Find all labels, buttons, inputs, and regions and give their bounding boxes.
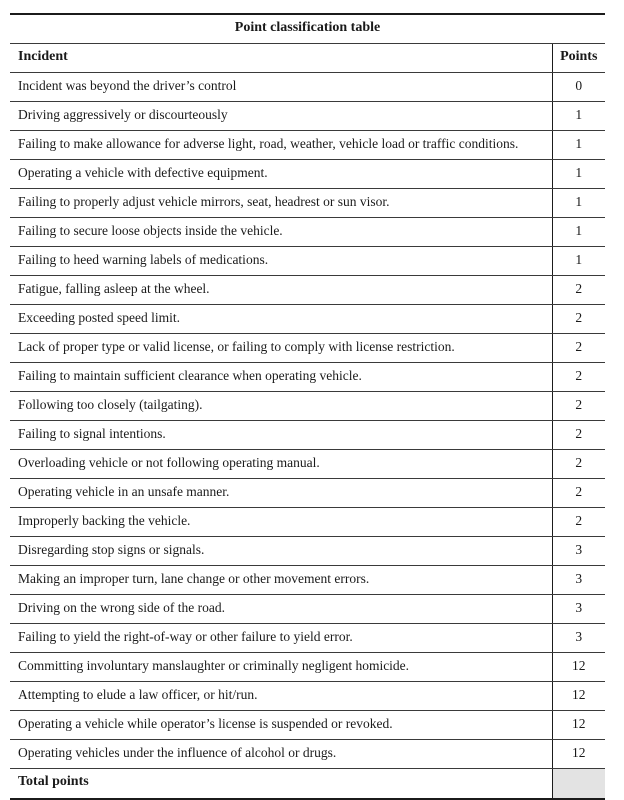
cell-incident: Lack of proper type or valid license, or failing to comply with license restriction. bbox=[10, 334, 552, 363]
cell-points: 2 bbox=[552, 276, 605, 305]
cell-incident: Attempting to elude a law officer, or hit/run. bbox=[10, 682, 552, 711]
table-row bbox=[10, 218, 605, 247]
table-row bbox=[10, 247, 605, 276]
table-row bbox=[10, 421, 605, 450]
cell-points: 2 bbox=[552, 450, 605, 479]
cell-points: 3 bbox=[552, 595, 605, 624]
column-header-incident: Incident bbox=[10, 44, 552, 73]
cell-incident: Incident was beyond the driver’s control bbox=[10, 73, 552, 102]
cell-incident: Operating vehicles under the influence of alcohol or drugs. bbox=[10, 740, 552, 769]
cell-points: 1 bbox=[552, 131, 605, 160]
cell-points: 1 bbox=[552, 102, 605, 131]
cell-points: 2 bbox=[552, 305, 605, 334]
cell-incident: Failing to maintain sufficient clearance when operating vehicle. bbox=[10, 363, 552, 392]
table-total-row bbox=[10, 769, 605, 800]
cell-points: 2 bbox=[552, 479, 605, 508]
cell-incident: Failing to heed warning labels of medications. bbox=[10, 247, 552, 276]
table-row bbox=[10, 73, 605, 102]
cell-incident: Committing involuntary manslaughter or criminally negligent homicide. bbox=[10, 653, 552, 682]
cell-points: 3 bbox=[552, 624, 605, 653]
table-row bbox=[10, 160, 605, 189]
cell-incident: Disregarding stop signs or signals. bbox=[10, 537, 552, 566]
point-classification-table bbox=[10, 13, 605, 800]
table-row bbox=[10, 711, 605, 740]
cell-incident: Failing to signal intentions. bbox=[10, 421, 552, 450]
cell-incident: Improperly backing the vehicle. bbox=[10, 508, 552, 537]
table-row bbox=[10, 508, 605, 537]
table-row bbox=[10, 682, 605, 711]
table-header-row bbox=[10, 44, 605, 73]
cell-incident: Exceeding posted speed limit. bbox=[10, 305, 552, 334]
cell-points: 2 bbox=[552, 508, 605, 537]
total-points-label: Total points bbox=[10, 769, 552, 800]
cell-points: 1 bbox=[552, 218, 605, 247]
table-row bbox=[10, 305, 605, 334]
cell-points: 12 bbox=[552, 711, 605, 740]
column-header-points: Points bbox=[552, 44, 605, 73]
cell-points: 1 bbox=[552, 247, 605, 276]
table-row bbox=[10, 653, 605, 682]
cell-points: 0 bbox=[552, 73, 605, 102]
table-row bbox=[10, 102, 605, 131]
cell-points: 3 bbox=[552, 566, 605, 595]
cell-points: 12 bbox=[552, 682, 605, 711]
cell-points: 1 bbox=[552, 189, 605, 218]
table-row bbox=[10, 392, 605, 421]
table-row bbox=[10, 537, 605, 566]
table-row bbox=[10, 276, 605, 305]
table-row bbox=[10, 363, 605, 392]
cell-incident: Following too closely (tailgating). bbox=[10, 392, 552, 421]
cell-points: 2 bbox=[552, 421, 605, 450]
table-row bbox=[10, 595, 605, 624]
cell-points: 1 bbox=[552, 160, 605, 189]
cell-incident: Driving aggressively or discourteously bbox=[10, 102, 552, 131]
table-row bbox=[10, 479, 605, 508]
cell-incident: Making an improper turn, lane change or other movement errors. bbox=[10, 566, 552, 595]
table-title: Point classification table bbox=[10, 14, 605, 44]
table-body bbox=[10, 14, 605, 799]
table-row bbox=[10, 334, 605, 363]
table-row bbox=[10, 566, 605, 595]
table-row bbox=[10, 450, 605, 479]
cell-points: 2 bbox=[552, 392, 605, 421]
table-row bbox=[10, 189, 605, 218]
cell-incident: Failing to make allowance for adverse light, road, weather, vehicle load or traffic conditions. bbox=[10, 131, 552, 160]
table-title-row bbox=[10, 14, 605, 44]
table-row bbox=[10, 740, 605, 769]
cell-points: 12 bbox=[552, 740, 605, 769]
cell-incident: Driving on the wrong side of the road. bbox=[10, 595, 552, 624]
cell-incident: Failing to properly adjust vehicle mirrors, seat, headrest or sun visor. bbox=[10, 189, 552, 218]
table-row bbox=[10, 624, 605, 653]
cell-incident: Failing to secure loose objects inside the vehicle. bbox=[10, 218, 552, 247]
total-points-value[interactable] bbox=[552, 769, 605, 800]
table-row bbox=[10, 131, 605, 160]
point-classification-table-container bbox=[10, 13, 605, 800]
cell-incident: Operating a vehicle while operator’s license is suspended or revoked. bbox=[10, 711, 552, 740]
cell-incident: Overloading vehicle or not following operating manual. bbox=[10, 450, 552, 479]
cell-incident: Fatigue, falling asleep at the wheel. bbox=[10, 276, 552, 305]
cell-incident: Operating vehicle in an unsafe manner. bbox=[10, 479, 552, 508]
cell-incident: Failing to yield the right-of-way or other failure to yield error. bbox=[10, 624, 552, 653]
cell-points: 2 bbox=[552, 334, 605, 363]
cell-points: 2 bbox=[552, 363, 605, 392]
cell-points: 3 bbox=[552, 537, 605, 566]
cell-points: 12 bbox=[552, 653, 605, 682]
cell-incident: Operating a vehicle with defective equipment. bbox=[10, 160, 552, 189]
